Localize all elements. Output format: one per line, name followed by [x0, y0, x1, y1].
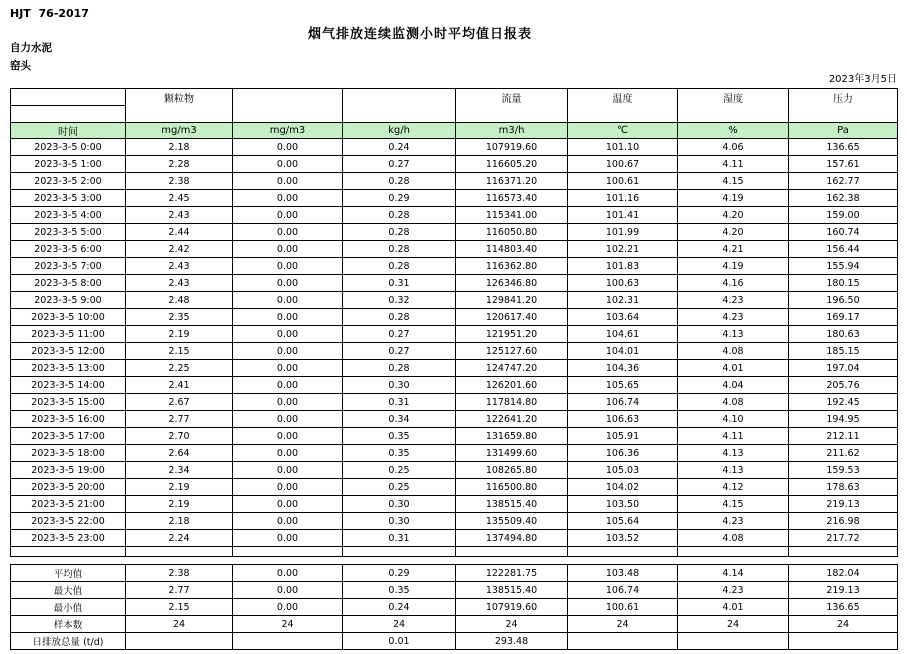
value-cell: 0.00: [233, 207, 343, 224]
value-cell: 2.70: [126, 428, 233, 445]
summary-value-cell: 0.35: [343, 582, 456, 599]
summary-value-cell: 24: [789, 616, 898, 633]
summary-row: [11, 633, 898, 650]
page-title: 烟气排放连续监测小时平均值日报表: [307, 27, 532, 42]
table-row: [11, 513, 898, 530]
summary-value-cell: 182.04: [789, 565, 898, 582]
value-cell: 0.00: [233, 377, 343, 394]
value-cell: 0.35: [343, 428, 456, 445]
value-cell: 196.50: [789, 292, 898, 309]
table-row: [11, 428, 898, 445]
value-cell: 126201.60: [456, 377, 568, 394]
group-header-cell: 流量: [456, 89, 568, 123]
time-cell: 2023-3-5 11:00: [11, 326, 126, 343]
value-cell: 159.00: [789, 207, 898, 224]
time-cell: 2023-3-5 20:00: [11, 479, 126, 496]
time-cell: 2023-3-5 15:00: [11, 394, 126, 411]
value-cell: 0.28: [343, 241, 456, 258]
value-cell: 2.18: [126, 139, 233, 156]
corner-cell-top: [11, 89, 126, 106]
value-cell: 2.42: [126, 241, 233, 258]
group-header-cell: [233, 89, 343, 123]
value-cell: 0.27: [343, 343, 456, 360]
blank-cell: [456, 547, 568, 557]
value-cell: 105.03: [568, 462, 678, 479]
value-cell: 2.34: [126, 462, 233, 479]
time-cell: 2023-3-5 7:00: [11, 258, 126, 275]
value-cell: 0.00: [233, 462, 343, 479]
unit-cell: %: [678, 123, 789, 139]
value-cell: 0.28: [343, 258, 456, 275]
summary-value-cell: 100.61: [568, 599, 678, 616]
value-cell: 116605.20: [456, 156, 568, 173]
summary-value-cell: 2.15: [126, 599, 233, 616]
unit-cell: mg/m3: [126, 123, 233, 139]
value-cell: 131659.80: [456, 428, 568, 445]
value-cell: 4.13: [678, 445, 789, 462]
table-row: [11, 326, 898, 343]
time-cell: 2023-3-5 17:00: [11, 428, 126, 445]
summary-value-cell: 4.14: [678, 565, 789, 582]
blank-cell: [568, 547, 678, 557]
value-cell: 116371.20: [456, 173, 568, 190]
value-cell: 129841.20: [456, 292, 568, 309]
value-cell: 162.77: [789, 173, 898, 190]
summary-value-cell: 0.00: [233, 582, 343, 599]
value-cell: 159.53: [789, 462, 898, 479]
value-cell: 108265.80: [456, 462, 568, 479]
value-cell: 103.64: [568, 309, 678, 326]
summary-value-cell: [126, 633, 233, 650]
value-cell: 0.24: [343, 139, 456, 156]
table-row: [11, 173, 898, 190]
summary-value-cell: 122281.75: [456, 565, 568, 582]
value-cell: 0.00: [233, 445, 343, 462]
value-cell: 2.24: [126, 530, 233, 547]
time-cell: 2023-3-5 2:00: [11, 173, 126, 190]
value-cell: 102.31: [568, 292, 678, 309]
value-cell: 2.43: [126, 207, 233, 224]
summary-value-cell: [568, 633, 678, 650]
corner-cell-bottom: [11, 106, 126, 123]
value-cell: 105.91: [568, 428, 678, 445]
value-cell: 103.52: [568, 530, 678, 547]
value-cell: 0.30: [343, 377, 456, 394]
value-cell: 0.28: [343, 224, 456, 241]
value-cell: 0.28: [343, 173, 456, 190]
value-cell: 4.20: [678, 207, 789, 224]
summary-value-cell: 24: [343, 616, 456, 633]
value-cell: 0.00: [233, 360, 343, 377]
value-cell: 0.00: [233, 292, 343, 309]
value-cell: 0.00: [233, 139, 343, 156]
value-cell: 157.61: [789, 156, 898, 173]
value-cell: 106.36: [568, 445, 678, 462]
value-cell: 0.31: [343, 530, 456, 547]
unit-cell: ℃: [568, 123, 678, 139]
value-cell: 101.41: [568, 207, 678, 224]
value-cell: 180.63: [789, 326, 898, 343]
summary-value-cell: 2.38: [126, 565, 233, 582]
time-cell: 2023-3-5 19:00: [11, 462, 126, 479]
value-cell: 4.15: [678, 496, 789, 513]
value-cell: 2.18: [126, 513, 233, 530]
value-cell: 0.00: [233, 241, 343, 258]
value-cell: 2.19: [126, 326, 233, 343]
value-cell: 2.19: [126, 496, 233, 513]
group-header-cell: 颗粒物: [126, 89, 233, 123]
standard-code: HJT 76-2017: [10, 7, 89, 20]
table-body: [11, 139, 898, 650]
value-cell: 121951.20: [456, 326, 568, 343]
blank-cell: [11, 547, 126, 557]
value-cell: 4.23: [678, 292, 789, 309]
value-cell: 125127.60: [456, 343, 568, 360]
value-cell: 160.74: [789, 224, 898, 241]
summary-label-cell: 最小值: [11, 599, 126, 616]
table-row: [11, 394, 898, 411]
time-cell: 2023-3-5 21:00: [11, 496, 126, 513]
value-cell: 194.95: [789, 411, 898, 428]
blank-cell: [678, 547, 789, 557]
value-cell: 4.13: [678, 326, 789, 343]
blank-cell: [233, 547, 343, 557]
header-row-groups: [11, 89, 898, 106]
value-cell: 0.29: [343, 190, 456, 207]
value-cell: 192.45: [789, 394, 898, 411]
value-cell: 100.61: [568, 173, 678, 190]
summary-value-cell: 219.13: [789, 582, 898, 599]
summary-label-cell: 样本数: [11, 616, 126, 633]
value-cell: 0.27: [343, 326, 456, 343]
table-row: [11, 343, 898, 360]
unit-cell: Pa: [789, 123, 898, 139]
value-cell: 104.36: [568, 360, 678, 377]
value-cell: 0.31: [343, 394, 456, 411]
value-cell: 217.72: [789, 530, 898, 547]
time-cell: 2023-3-5 14:00: [11, 377, 126, 394]
value-cell: 0.27: [343, 156, 456, 173]
value-cell: 219.13: [789, 496, 898, 513]
value-cell: 2.25: [126, 360, 233, 377]
table-row: [11, 530, 898, 547]
table-row: [11, 411, 898, 428]
value-cell: 107919.60: [456, 139, 568, 156]
value-cell: 0.00: [233, 173, 343, 190]
value-cell: 101.10: [568, 139, 678, 156]
blank-cell: [789, 547, 898, 557]
value-cell: 197.04: [789, 360, 898, 377]
value-cell: 0.00: [233, 343, 343, 360]
table-row: [11, 275, 898, 292]
summary-value-cell: 0.00: [233, 565, 343, 582]
value-cell: 0.00: [233, 156, 343, 173]
value-cell: 0.00: [233, 496, 343, 513]
value-cell: 4.16: [678, 275, 789, 292]
value-cell: 4.13: [678, 462, 789, 479]
time-cell: 2023-3-5 12:00: [11, 343, 126, 360]
table-row: [11, 241, 898, 258]
summary-value-cell: 4.23: [678, 582, 789, 599]
table-row: [11, 496, 898, 513]
value-cell: 4.19: [678, 258, 789, 275]
value-cell: 102.21: [568, 241, 678, 258]
value-cell: 131499.60: [456, 445, 568, 462]
time-cell: 2023-3-5 8:00: [11, 275, 126, 292]
value-cell: 4.21: [678, 241, 789, 258]
value-cell: 137494.80: [456, 530, 568, 547]
value-cell: 4.11: [678, 156, 789, 173]
value-cell: 106.74: [568, 394, 678, 411]
report-date: 2023年3月5日: [828, 74, 897, 85]
time-cell: 2023-3-5 6:00: [11, 241, 126, 258]
value-cell: 0.00: [233, 326, 343, 343]
value-cell: 4.06: [678, 139, 789, 156]
value-cell: 4.19: [678, 190, 789, 207]
summary-value-cell: 106.74: [568, 582, 678, 599]
value-cell: 0.00: [233, 411, 343, 428]
summary-value-cell: 138515.40: [456, 582, 568, 599]
time-cell: 2023-3-5 0:00: [11, 139, 126, 156]
value-cell: 103.50: [568, 496, 678, 513]
value-cell: 105.64: [568, 513, 678, 530]
value-cell: 0.00: [233, 394, 343, 411]
time-cell: 2023-3-5 1:00: [11, 156, 126, 173]
value-cell: 116362.80: [456, 258, 568, 275]
summary-label-cell: 日排放总量 (t/d): [11, 633, 126, 650]
time-cell: 2023-3-5 18:00: [11, 445, 126, 462]
value-cell: 136.65: [789, 139, 898, 156]
value-cell: 0.00: [233, 258, 343, 275]
summary-value-cell: 0.01: [343, 633, 456, 650]
value-cell: 155.94: [789, 258, 898, 275]
summary-value-cell: 103.48: [568, 565, 678, 582]
summary-label-cell: 最大值: [11, 582, 126, 599]
summary-value-cell: [678, 633, 789, 650]
summary-value-cell: 107919.60: [456, 599, 568, 616]
value-cell: 0.00: [233, 190, 343, 207]
value-cell: 4.04: [678, 377, 789, 394]
value-cell: 2.35: [126, 309, 233, 326]
table-row: [11, 190, 898, 207]
monitor-point-name: 窑头: [10, 60, 31, 72]
group-header-cell: 湿度: [678, 89, 789, 123]
header-row-units: [11, 123, 898, 139]
value-cell: 2.64: [126, 445, 233, 462]
value-cell: 0.28: [343, 207, 456, 224]
value-cell: 2.43: [126, 258, 233, 275]
value-cell: 178.63: [789, 479, 898, 496]
summary-value-cell: [789, 633, 898, 650]
summary-row: [11, 616, 898, 633]
table-row: [11, 258, 898, 275]
summary-row: [11, 582, 898, 599]
value-cell: 0.30: [343, 513, 456, 530]
summary-value-cell: 24: [126, 616, 233, 633]
value-cell: 2.19: [126, 479, 233, 496]
value-cell: 4.10: [678, 411, 789, 428]
summary-value-cell: 24: [678, 616, 789, 633]
value-cell: 0.25: [343, 462, 456, 479]
value-cell: 185.15: [789, 343, 898, 360]
value-cell: 211.62: [789, 445, 898, 462]
value-cell: 2.41: [126, 377, 233, 394]
time-cell: 2023-3-5 3:00: [11, 190, 126, 207]
unit-cell: kg/h: [343, 123, 456, 139]
value-cell: 106.63: [568, 411, 678, 428]
summary-value-cell: 136.65: [789, 599, 898, 616]
value-cell: 0.28: [343, 360, 456, 377]
value-cell: 105.65: [568, 377, 678, 394]
value-cell: 0.30: [343, 496, 456, 513]
value-cell: 162.38: [789, 190, 898, 207]
value-cell: 205.76: [789, 377, 898, 394]
summary-value-cell: 24: [456, 616, 568, 633]
table-header: [11, 89, 898, 139]
table-row: [11, 360, 898, 377]
value-cell: 0.00: [233, 224, 343, 241]
value-cell: 2.67: [126, 394, 233, 411]
value-cell: 0.00: [233, 530, 343, 547]
value-cell: 100.63: [568, 275, 678, 292]
blank-row: [11, 547, 898, 557]
table-row: [11, 445, 898, 462]
value-cell: 116500.80: [456, 479, 568, 496]
value-cell: 0.00: [233, 275, 343, 292]
value-cell: 0.00: [233, 309, 343, 326]
spacer-cell: [11, 557, 898, 565]
summary-value-cell: 0.24: [343, 599, 456, 616]
value-cell: 4.23: [678, 513, 789, 530]
value-cell: 4.20: [678, 224, 789, 241]
blank-cell: [126, 547, 233, 557]
summary-value-cell: [233, 633, 343, 650]
value-cell: 0.25: [343, 479, 456, 496]
value-cell: 2.15: [126, 343, 233, 360]
value-cell: 120617.40: [456, 309, 568, 326]
time-cell: 2023-3-5 4:00: [11, 207, 126, 224]
table-row: [11, 462, 898, 479]
blank-cell: [343, 547, 456, 557]
value-cell: 124747.20: [456, 360, 568, 377]
value-cell: 2.43: [126, 275, 233, 292]
value-cell: 104.01: [568, 343, 678, 360]
value-cell: 2.48: [126, 292, 233, 309]
value-cell: 0.34: [343, 411, 456, 428]
value-cell: 135509.40: [456, 513, 568, 530]
value-cell: 100.67: [568, 156, 678, 173]
value-cell: 0.28: [343, 309, 456, 326]
value-cell: 4.11: [678, 428, 789, 445]
summary-value-cell: 24: [233, 616, 343, 633]
value-cell: 101.99: [568, 224, 678, 241]
group-header-cell: [343, 89, 456, 123]
value-cell: 104.02: [568, 479, 678, 496]
value-cell: 4.08: [678, 530, 789, 547]
value-cell: 0.00: [233, 428, 343, 445]
value-cell: 2.77: [126, 411, 233, 428]
summary-value-cell: 2.77: [126, 582, 233, 599]
value-cell: 216.98: [789, 513, 898, 530]
value-cell: 4.08: [678, 343, 789, 360]
summary-label-cell: 平均值: [11, 565, 126, 582]
time-cell: 2023-3-5 22:00: [11, 513, 126, 530]
table-row: [11, 207, 898, 224]
unit-cell: m3/h: [456, 123, 568, 139]
value-cell: 0.00: [233, 479, 343, 496]
value-cell: 169.17: [789, 309, 898, 326]
value-cell: 2.44: [126, 224, 233, 241]
group-header-cell: 压力: [789, 89, 898, 123]
time-cell: 2023-3-5 23:00: [11, 530, 126, 547]
report-table: [10, 88, 898, 650]
table-row: [11, 309, 898, 326]
time-cell: 2023-3-5 16:00: [11, 411, 126, 428]
group-header-cell: 温度: [568, 89, 678, 123]
value-cell: 0.32: [343, 292, 456, 309]
time-cell: 2023-3-5 9:00: [11, 292, 126, 309]
value-cell: 104.61: [568, 326, 678, 343]
time-column-header: 时间: [11, 123, 126, 139]
value-cell: 4.01: [678, 360, 789, 377]
table-row: [11, 377, 898, 394]
value-cell: 0.35: [343, 445, 456, 462]
summary-row: [11, 565, 898, 582]
value-cell: 101.16: [568, 190, 678, 207]
value-cell: 180.15: [789, 275, 898, 292]
table-row: [11, 156, 898, 173]
summary-value-cell: 0.29: [343, 565, 456, 582]
table-row: [11, 292, 898, 309]
spacer-row: [11, 557, 898, 565]
summary-value-cell: 0.00: [233, 599, 343, 616]
time-cell: 2023-3-5 5:00: [11, 224, 126, 241]
value-cell: 116050.80: [456, 224, 568, 241]
table-row: [11, 479, 898, 496]
summary-value-cell: 293.48: [456, 633, 568, 650]
summary-row: [11, 599, 898, 616]
unit-cell: mg/m3: [233, 123, 343, 139]
value-cell: 4.08: [678, 394, 789, 411]
value-cell: 138515.40: [456, 496, 568, 513]
table-row: [11, 224, 898, 241]
time-cell: 2023-3-5 10:00: [11, 309, 126, 326]
value-cell: 115341.00: [456, 207, 568, 224]
value-cell: 116573.40: [456, 190, 568, 207]
value-cell: 101.83: [568, 258, 678, 275]
value-cell: 2.38: [126, 173, 233, 190]
table-row: [11, 139, 898, 156]
value-cell: 126346.80: [456, 275, 568, 292]
summary-value-cell: 24: [568, 616, 678, 633]
time-cell: 2023-3-5 13:00: [11, 360, 126, 377]
value-cell: 2.28: [126, 156, 233, 173]
summary-value-cell: 4.01: [678, 599, 789, 616]
value-cell: 0.31: [343, 275, 456, 292]
value-cell: 4.23: [678, 309, 789, 326]
value-cell: 0.00: [233, 513, 343, 530]
value-cell: 156.44: [789, 241, 898, 258]
value-cell: 212.11: [789, 428, 898, 445]
value-cell: 122641.20: [456, 411, 568, 428]
value-cell: 4.15: [678, 173, 789, 190]
value-cell: 114803.40: [456, 241, 568, 258]
value-cell: 4.12: [678, 479, 789, 496]
company-name: 自力水泥: [10, 42, 52, 54]
value-cell: 117814.80: [456, 394, 568, 411]
value-cell: 2.45: [126, 190, 233, 207]
